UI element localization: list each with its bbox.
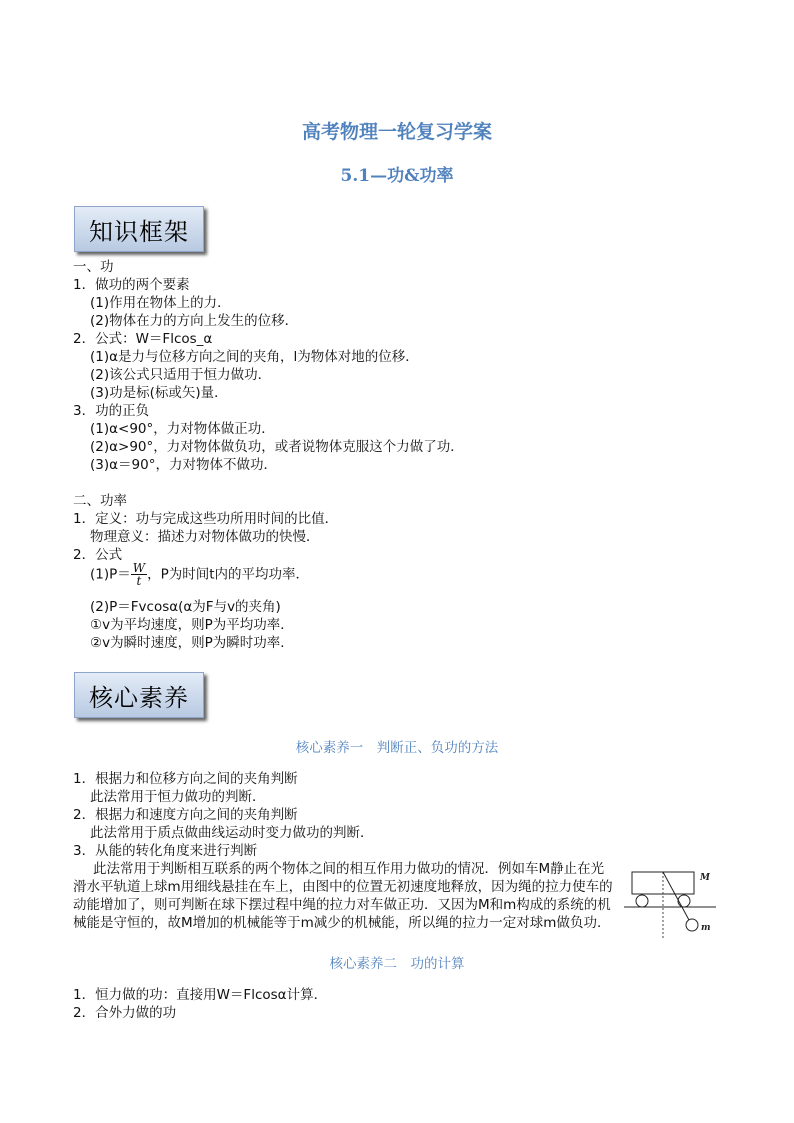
- knowledge-line: 3．功的正负: [73, 403, 150, 419]
- power-meaning: 物理意义：描述力对物体做功的快慢．: [90, 529, 320, 545]
- power-definition: 1．定义：功与完成这些功所用时间的比值．: [73, 511, 339, 527]
- core2-line: 1．恒力做的功：直接用W＝Flcosα计算．: [73, 987, 328, 1003]
- power-formula-instant: (2)P＝Fvcosα(α为F与v的夹角): [90, 599, 281, 615]
- power-formula-note-instant: ②v为瞬时速度，则P为瞬时功率．: [90, 635, 294, 651]
- label-m: m: [701, 923, 711, 933]
- core1-line: 1．根据力和位移方向之间的夹角判断: [73, 771, 298, 787]
- pendulum-ball: [686, 919, 698, 931]
- knowledge-line: (3)α＝90°，力对物体不做功．: [90, 457, 277, 473]
- knowledge-line: (1)α<90°，力对物体做正功．: [90, 421, 275, 437]
- core1-line: 3．从能的转化角度来进行判断: [73, 843, 258, 859]
- knowledge-line: 2．公式：W＝Flcos_α: [73, 331, 213, 347]
- knowledge-line: (1)α是力与位移方向之间的夹角，l为物体对地的位移．: [90, 349, 419, 365]
- section-badge-core: 核心素养: [74, 672, 204, 718]
- knowledge-line: (3)功是标(标或矢)量．: [90, 385, 228, 401]
- knowledge-line: (2)该公式只适用于恒力做功．: [90, 367, 272, 383]
- fraction-w-over-t: [131, 562, 147, 587]
- core1-paragraph-text: 此法常用于判断相互联系的两个物体之间的相互作用力做功的情况．例如车M静止在光滑水平轨道上球m用细线悬挂在车上，由图中的位置无初速度地释放，因为绳的拉力使车的动能增加了，则可判断在球下摆过程中绳的拉力对车做正功．又因为M和m构成的系统的机械能是守恒的，故M增加的机械能等于m减少的机械能，所以绳的拉力一定对球m做负功．: [73, 861, 613, 931]
- page-title: 高考物理一轮复习学案: [301, 121, 492, 143]
- knowledge-line: 1．做功的两个要素: [73, 277, 190, 293]
- section-badge-knowledge: 知识框架: [74, 206, 204, 252]
- core1-line: 此法常用于质点做曲线运动时变力做功的判断．: [90, 825, 374, 841]
- core1-line: 此法常用于恒力做功的判断．: [90, 789, 266, 805]
- label-M: M: [700, 873, 710, 883]
- cart-body: [632, 872, 694, 894]
- power-formula-note-average: ①v为平均速度，则P为平均功率．: [90, 617, 294, 633]
- section-heading-power: 二、功率: [73, 493, 127, 509]
- formula-prefix: (1)P＝: [90, 566, 131, 583]
- formula-suffix: ，P为时间t内的平均功率．: [147, 566, 310, 583]
- core2-line: 2．合外力做的功: [73, 1005, 177, 1021]
- knowledge-line: (1)作用在物体上的力．: [90, 295, 231, 311]
- cart-pendulum-figure: [620, 866, 720, 942]
- cart-wheel-right: [678, 895, 690, 907]
- core-heading-1: 核心素养一 判断正、负功的方法: [295, 740, 499, 756]
- knowledge-line: (2)α>90°，力对物体做负功，或者说物体克服这个力做了功．: [90, 439, 464, 455]
- knowledge-line: (2)物体在力的方向上发生的位移．: [90, 313, 299, 329]
- core1-paragraph: [73, 860, 613, 932]
- power-formula-average: [90, 562, 309, 587]
- core-heading-2: 核心素养二 功的计算: [329, 956, 465, 972]
- core1-line: 2．根据力和速度方向之间的夹角判断: [73, 807, 298, 823]
- section-heading-work: 一、功: [73, 259, 114, 275]
- page-subtitle: 5.1—功&功率: [340, 166, 454, 186]
- fraction-numerator: W: [132, 561, 146, 575]
- fraction-denominator: t: [136, 574, 142, 588]
- power-formula-heading: 2．公式: [73, 547, 123, 563]
- cart-wheel-left: [636, 895, 648, 907]
